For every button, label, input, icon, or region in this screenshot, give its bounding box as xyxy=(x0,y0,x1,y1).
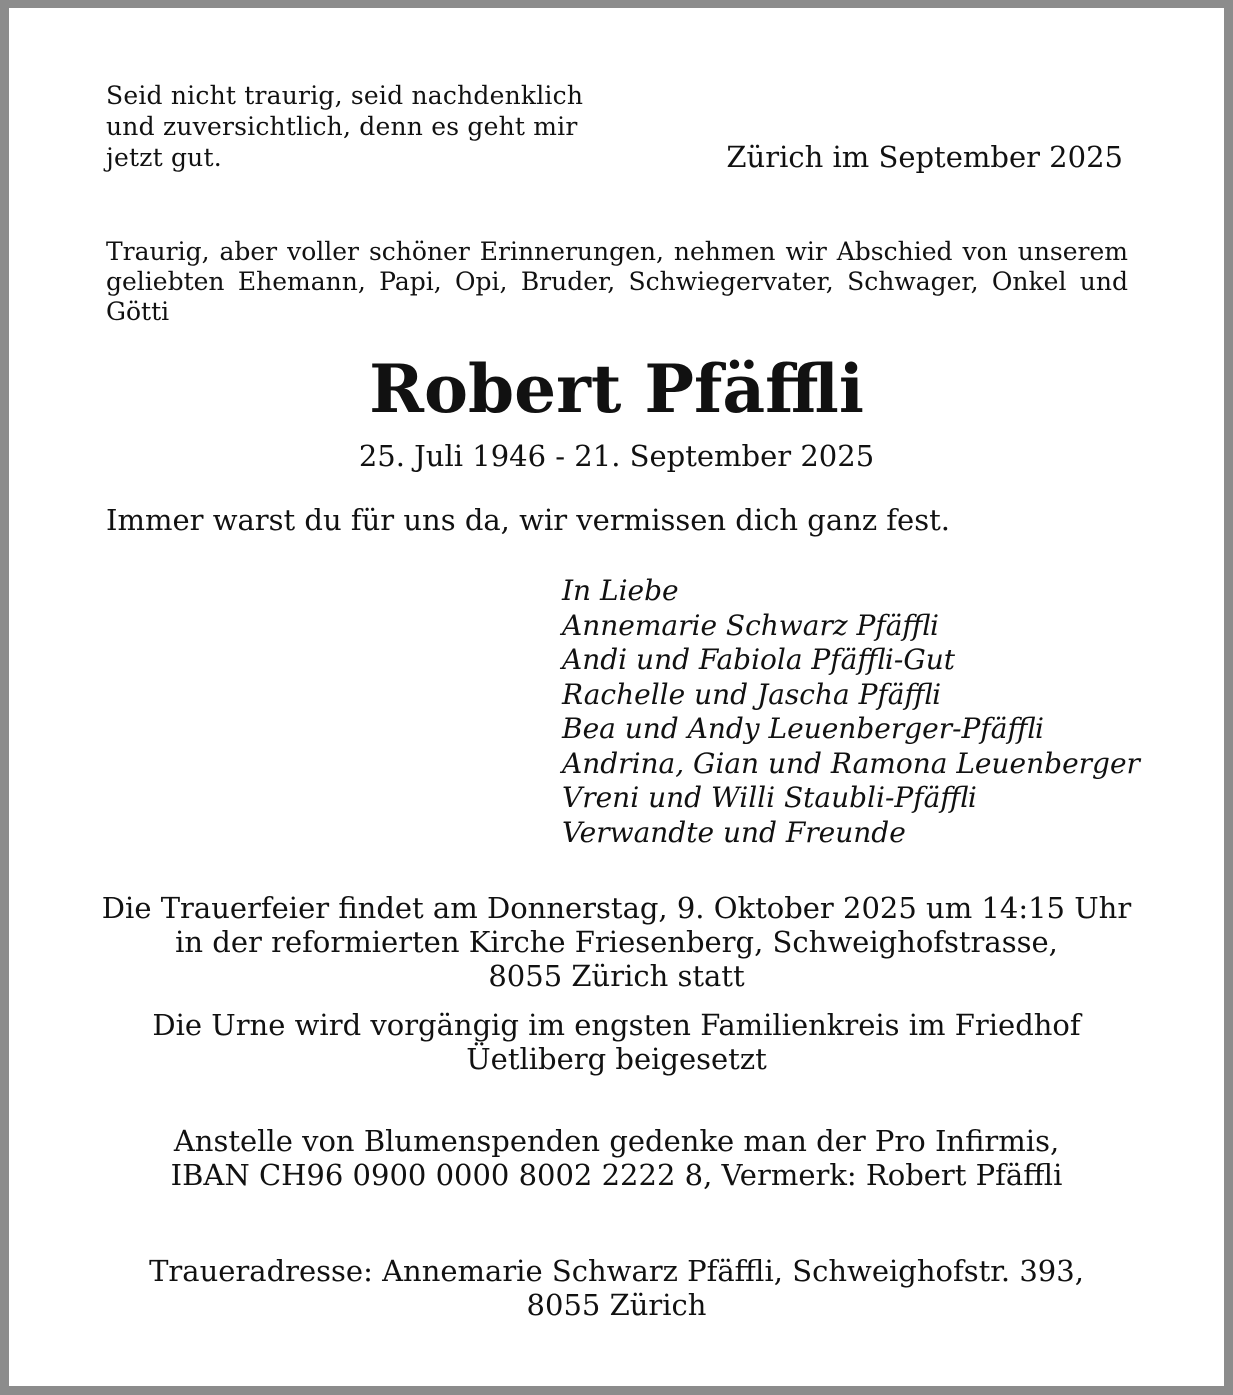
urn-info xyxy=(49,1008,1184,1076)
ceremony-info xyxy=(49,891,1184,993)
mourner-name: Rachelle und Jascha Pfäffli xyxy=(562,677,942,711)
donation-line: IBAN CH96 0900 0000 8002 2222 8, Vermerk: Robert Pfäffli xyxy=(170,1158,1063,1192)
address-line: 8055 Zürich xyxy=(526,1288,707,1322)
mourners-heading: In Liebe xyxy=(562,574,679,607)
address-line: Traueradresse: Annemarie Schwarz Pfäffli, Schweighofstr. 393, xyxy=(149,1254,1084,1288)
donation-line: Anstelle von Blumenspenden gedenke man der Pro Infirmis, xyxy=(173,1124,1060,1158)
motto-line: Seid nicht traurig, seid nachdenklich xyxy=(106,81,584,110)
motto-line: und zuversichtlich, denn es geht mir xyxy=(106,112,578,141)
mourner-name: Vreni und Willi Staubli-Pfäffli xyxy=(562,781,977,814)
ceremony-line: Die Trauerfeier findet am Donnerstag, 9. Oktober 2025 um 14:15 Uhr xyxy=(101,891,1132,925)
deceased-name: Robert Pfäffli xyxy=(369,350,864,428)
motto-quote xyxy=(106,80,606,173)
memory-line: Immer warst du für uns da, wir vermissen dich ganz fest. xyxy=(106,503,950,537)
mourner-name: Andi und Fabiola Pfäffli-Gut xyxy=(562,643,955,676)
life-dates: 25. Juli 1946 - 21. September 2025 xyxy=(358,439,875,473)
mourner-name: Verwandte und Freunde xyxy=(562,815,906,849)
urn-line: Die Urne wird vorgängig im engsten Familienkreis im Friedhof xyxy=(152,1008,1081,1042)
mourner-name: Annemarie Schwarz Pfäffli xyxy=(562,608,939,642)
donation-info xyxy=(49,1124,1184,1192)
mourners-list xyxy=(562,574,1140,850)
ceremony-line: in der reformierten Kirche Friesenberg, Schweighofstrasse, xyxy=(175,925,1058,959)
mourner-name: Andrina, Gian und Ramona Leuenberger xyxy=(562,746,1140,780)
ceremony-line: 8055 Zürich statt xyxy=(488,959,745,993)
obituary-page xyxy=(9,8,1224,1386)
intro-text: Traurig, aber voller schöner Erinnerungen, nehmen wir Abschied von unserem geliebten Ehemann, Papi, Opi, Bruder, Schwiegervater, Schwager, Onkel und Götti xyxy=(106,237,1128,326)
mourning-address xyxy=(49,1254,1184,1322)
motto-line: jetzt gut. xyxy=(106,143,222,172)
place-and-date: Zürich im September 2025 xyxy=(726,140,1123,174)
urn-line: Üetliberg beigesetzt xyxy=(466,1042,767,1076)
mourner-name: Bea und Andy Leuenberger-Pfäffli xyxy=(562,712,1045,745)
